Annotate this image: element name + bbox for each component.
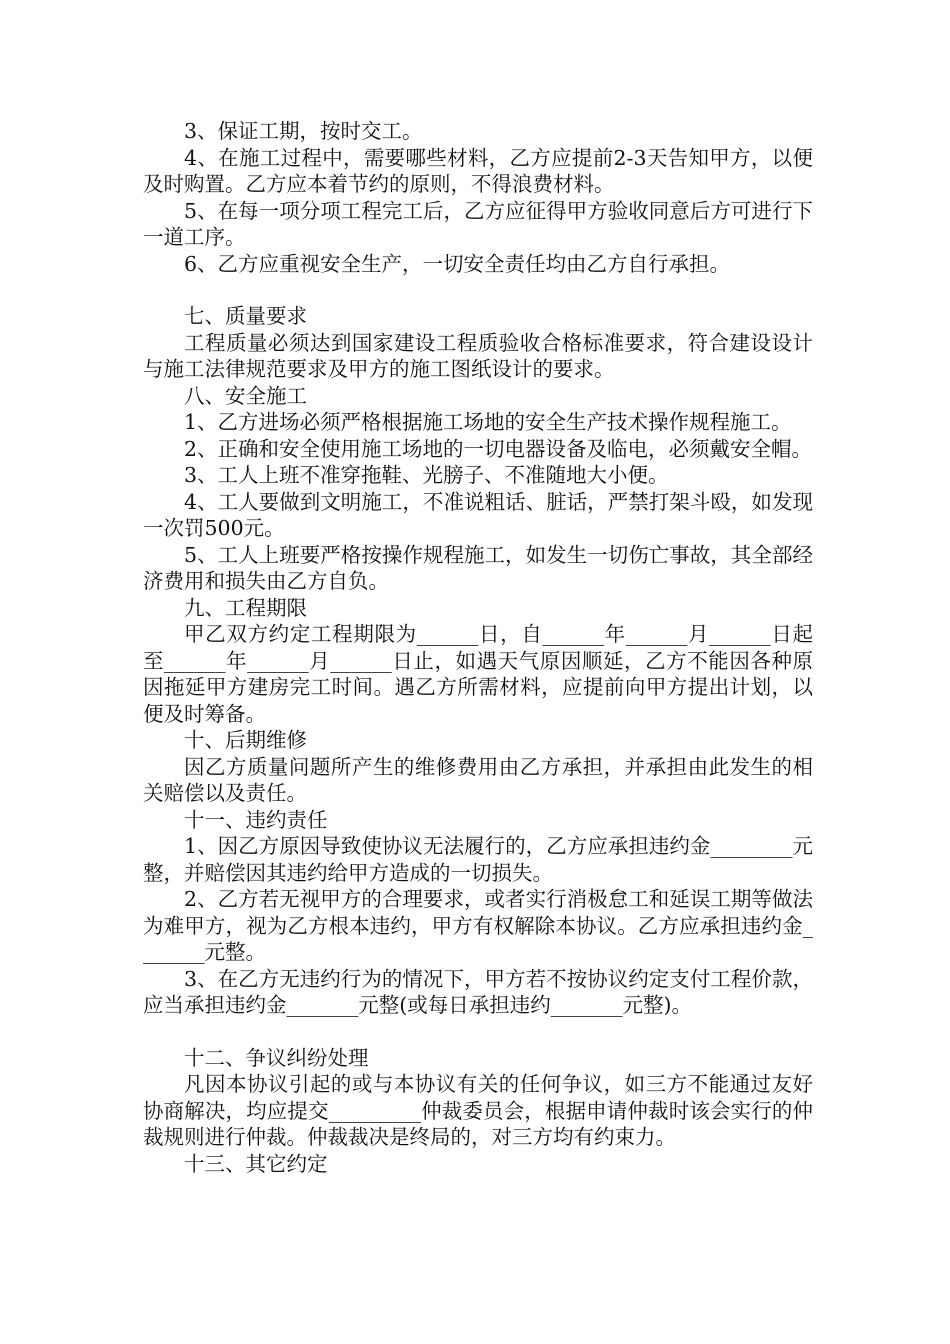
section-heading-term: 九、工程期限 xyxy=(184,595,307,620)
section-heading-safety: 八、安全施工 xyxy=(184,383,307,408)
section-heading-other: 十三、其它约定 xyxy=(184,1151,328,1176)
paragraph-acceptance: 5、在每一项分项工程完工后，乙方应征得甲方验收同意后方可进行下一道工序。 xyxy=(143,198,813,249)
paragraph-safety-4: 4、工人要做到文明施工，不准说粗话、脏话，严禁打架斗殴，如发现一次罚500元。 xyxy=(143,489,813,540)
paragraph-breach-1: 1、因乙方原因导致使协议无法履行的，乙方应承担违约金________元整，并赔偿因其违约给甲方造成的一切损失。 xyxy=(143,834,813,885)
section-heading-maintenance: 十、后期维修 xyxy=(184,728,307,752)
paragraph-quality-standard: 工程质量必须达到国家建设工程质验收合格标准要求，符合建设设计与施工法律规范要求及甲方的施工图纸设计的要求。 xyxy=(143,330,813,381)
section-heading-quality: 七、质量要求 xyxy=(184,304,307,328)
paragraph-dispute: 凡因本协议引起的或与本协议有关的任何争议，如三方不能通过友好协商解决，均应提交_________仲裁委员会，根据申请仲裁时该会实行的仲裁规则进行仲裁。仲裁裁决是终局的，对三方均有约束力。 xyxy=(143,1072,813,1149)
paragraph-breach-2: 2、乙方若无视甲方的合理要求，或者实行消极怠工和延误工期等做法为难甲方，视为乙方根本违约，甲方有权解除本协议。乙方应承担违约金_______元整。 xyxy=(143,887,813,964)
paragraph-safety-responsibility: 6、乙方应重视安全生产，一切安全责任均由乙方自行承担。 xyxy=(184,251,731,276)
paragraph-safety-5: 5、工人上班要严格按操作规程施工，如发生一切伤亡事故，其全部经济费用和损失由乙方自负。 xyxy=(143,542,813,593)
paragraph-maintenance: 因乙方质量问题所产生的维修费用由乙方承担，并承担由此发生的相关赔偿以及责任。 xyxy=(143,754,813,805)
paragraph-term: 甲乙双方约定工程期限为______日，自______年______月______日起至______年______月______日止，如遇天气原因顺延，乙方不能因各种原因拖延甲方建房完工时间。遇乙方所需材料，应提前向甲方提出计划，以便及时筹备。 xyxy=(143,622,813,726)
paragraph-materials-notice: 4、在施工过程中，需要哪些材料，乙方应提前2-3天告知甲方，以便及时购置。乙方应本着节约的原则，不得浪费材料。 xyxy=(143,145,813,196)
paragraph-guarantee-schedule: 3、保证工期，按时交工。 xyxy=(184,119,423,143)
paragraph-safety-1: 1、乙方进场必须严格根据施工场地的安全生产技术操作规程施工。 xyxy=(184,410,792,434)
document-body xyxy=(143,118,813,1177)
paragraph-safety-3: 3、工人上班不准穿拖鞋、光膀子、不准随地大小便。 xyxy=(184,463,669,487)
section-heading-breach: 十一、违约责任 xyxy=(184,807,328,832)
section-heading-dispute: 十二、争议纠纷处理 xyxy=(184,1045,369,1070)
paragraph-breach-3: 3、在乙方无违约行为的情况下，甲方若不按协议约定支付工程价款，应当承担违约金_______元整(或每日承担违约_______元整)。 xyxy=(143,966,813,1017)
paragraph-safety-2: 2、正确和安全使用施工场地的一切电器设备及临电，必须戴安全帽。 xyxy=(184,436,813,461)
